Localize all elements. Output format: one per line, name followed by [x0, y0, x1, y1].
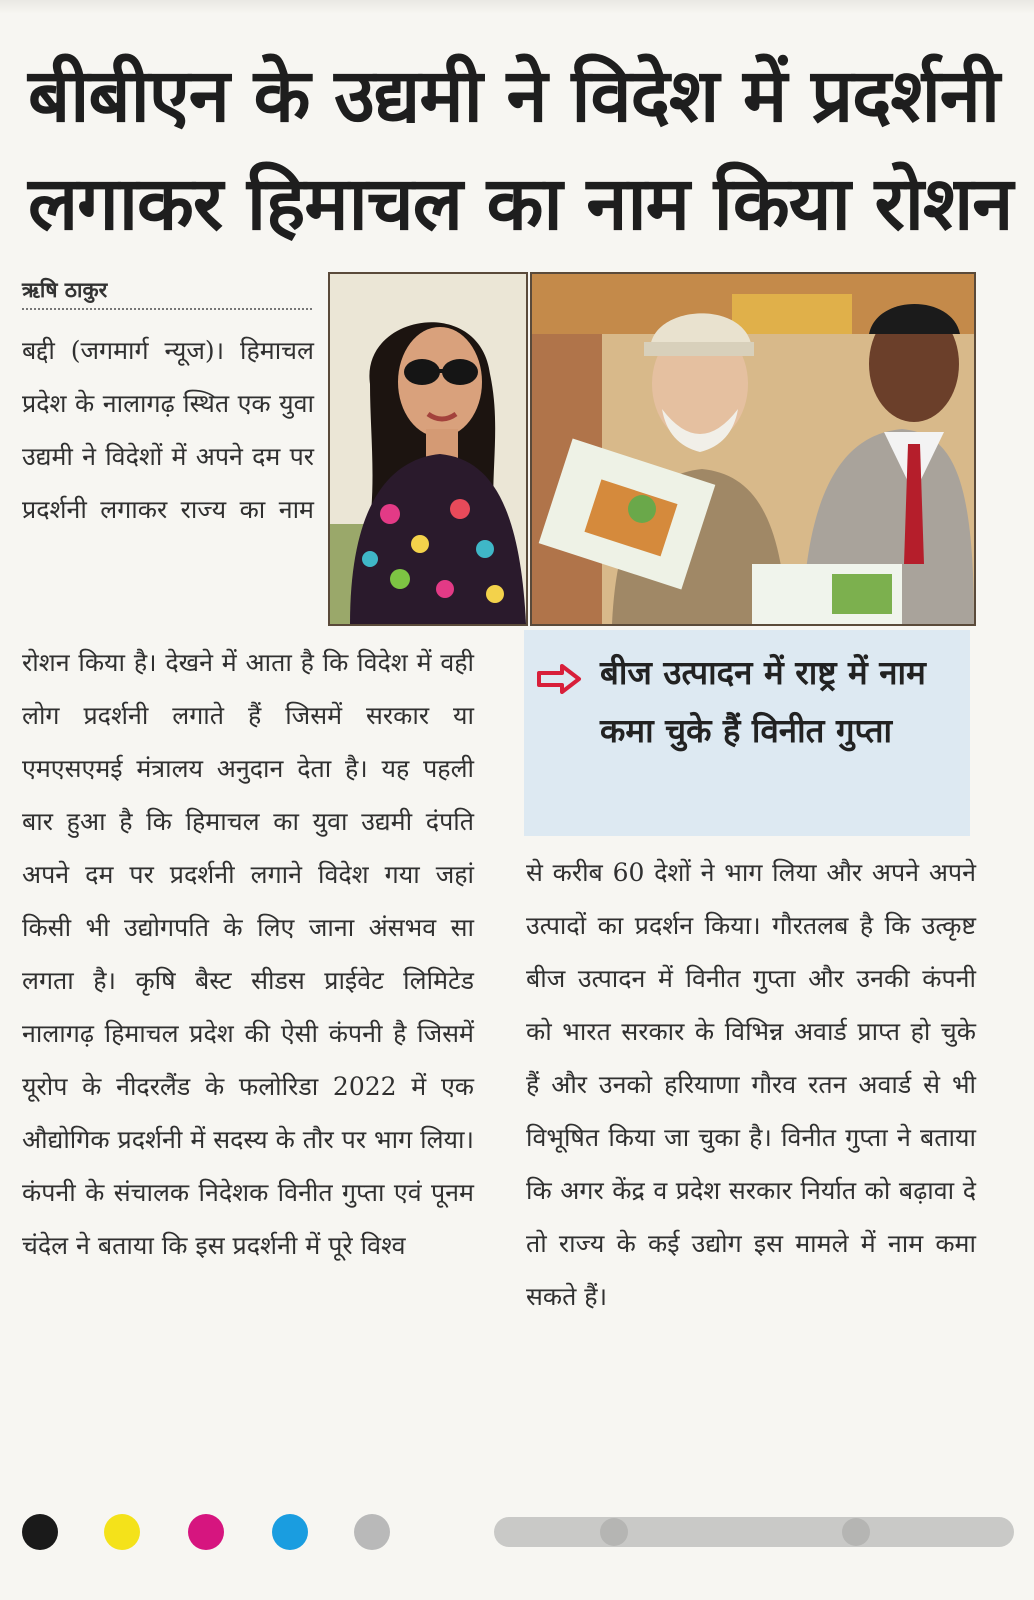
scroll-bar[interactable]: [494, 1517, 1014, 1547]
photo-two-men: [530, 272, 976, 626]
headline-line-1: बीबीएन के उद्यमी ने विदेश में प्रदर्शनी: [28, 53, 1000, 139]
callout-box: [524, 630, 970, 836]
headline-line-2: लगाकर हिमाचल का नाम किया रोशन: [28, 161, 1013, 247]
cyan-dot: [272, 1514, 308, 1550]
scroll-knob-2[interactable]: [842, 1518, 870, 1546]
article-body-right-column: से करीब 60 देशों ने भाग लिया और अपने अपने उत्पादों का प्रदर्शन किया। गौरतलब है कि उत्कृष्ट बीज उत्पादन में विनीत गुप्ता और उनकी कंपनी को भारत सरकार के विभिन्न अवार्ड प्राप्त हो चुके हैं और उनको हरियाणा गौरव रतन अवार्ड से भी विभूषित किया जा चुका है। विनीत गुप्ता ने बताया कि अगर केंद्र व प्रदेश सरकार निर्यात को बढ़ावा दे तो राज्य के कई उद्योग इस मामले में नाम कमा सकते हैं।: [526, 858, 976, 1311]
top-edge: [0, 0, 1034, 14]
article-body-left-column: रोशन किया है। देखने में आता है कि विदेश में वही लोग प्रदर्शनी लगाते हैं जिसमें सरकार या एमएसएमई मंत्रालय अनुदान देता है। यह पहली बार हुआ है कि हिमाचल का युवा उद्यमी दंपति अपने दम पर प्रदर्शनी लगाने विदेश गया जहां किसी भी उद्योगपति के लिए जाना अंसभव सा लगता है। कृषि बैस्ट सीडस प्राईवेट लिमिटेड नालागढ़ हिमाचल प्रदेश की ऐसी कंपनी है जिसमें यूरोप के नीदरलैंड के फलोरिडा 2022 में एक औद्योगिक प्रदर्शनी में सदस्य के तौर पर भाग लिया। कंपनी के संचालक निदेशक विनीत गुप्ता एवं पूनम चंदेल ने बताया कि इस प्रदर्शनी में पूरे विश्व: [22, 648, 474, 1260]
black-dot: [22, 1514, 58, 1550]
headline: [28, 42, 1013, 258]
scroll-knob-1[interactable]: [600, 1518, 628, 1546]
article-body-intro: बद्दी (जगमार्ग न्यूज)। हिमाचल प्रदेश के नालागढ़ स्थित एक युवा उद्यमी ने विदेशों में अपने दम पर प्रदर्शनी लगाकर राज्य का नाम: [22, 336, 314, 524]
magenta-dot: [188, 1514, 224, 1550]
photo-woman: [328, 272, 528, 626]
right-arrow-icon: [536, 664, 582, 694]
grey-dot: [354, 1514, 390, 1550]
callout-text: बीज उत्पादन में राष्ट्र में नाम कमा चुके हैं विनीत गुप्ता: [600, 653, 926, 750]
byline: ऋषि ठाकुर: [22, 276, 312, 310]
yellow-dot: [104, 1514, 140, 1550]
